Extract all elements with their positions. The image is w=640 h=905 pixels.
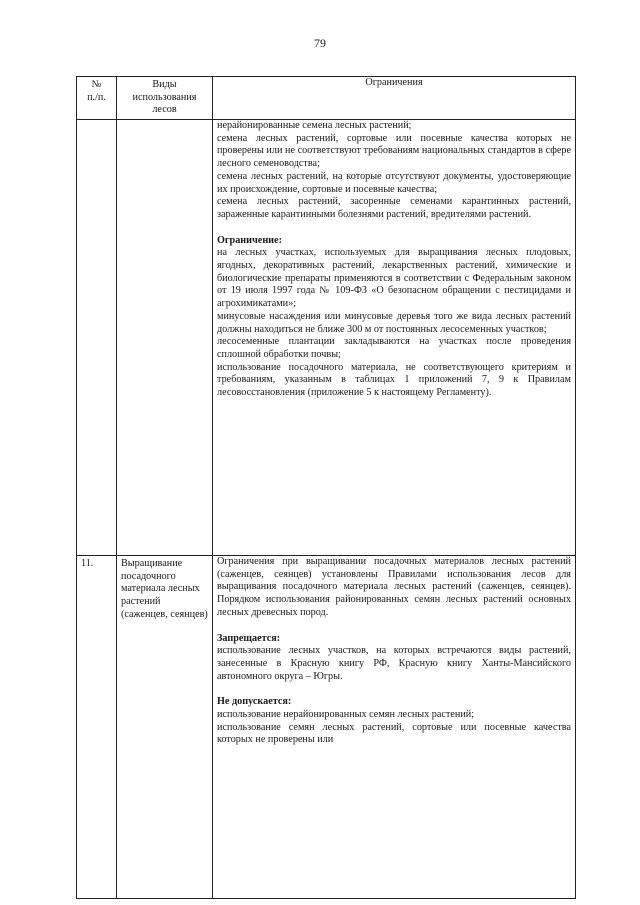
restriction-intro: Ограничения при выращивании посадочных материалов лесных растений (саженцев, сеянцев) установлены Правилами использования лесов для выращивания посадочного материала лесных растений (саженцев, сеянцев). Порядком использования районированных семян лесных растений основных лесных древесных пород.	[217, 556, 571, 618]
restrictions-table	[76, 76, 576, 899]
table-header-row	[77, 77, 576, 120]
row-restrictions-cell	[213, 120, 576, 556]
restriction-heading: Ограничение:	[217, 234, 282, 246]
header-restrictions: Ограничения	[213, 77, 576, 120]
row-num-cell	[77, 120, 117, 556]
table-row	[77, 120, 576, 556]
row-kind-cell: Выращивание посадочного материала лесных растений (саженцев, сеянцев)	[117, 556, 213, 899]
restriction-line: лесосеменные плантации закладываются на участках после проведения сплошной обработки почвы;	[217, 336, 571, 360]
table-row	[77, 556, 576, 899]
restriction-line: нерайонированные семена лесных растений;	[217, 120, 412, 131]
restriction-line: использование посадочного материала, не соответствующего критериям и требованиям, указанным в таблицах 1 приложений 7, 9 к Правилам лесовосстановления (приложение 5 к настоящему Регламенту).	[217, 361, 571, 399]
not-allowed-heading: Не допускается:	[217, 696, 292, 708]
not-allowed-line: использование семян лесных растений, сортовые или посевные качества которых не проверены или	[217, 721, 571, 746]
forbidden-text: использование лесных участков, на которых встречаются виды растений, занесенные в Красную книгу РФ, Красную книгу Ханты-Мансийского автономного округа – Югры.	[217, 645, 571, 682]
restriction-line: семена лесных растений, сортовые или посевные качества которых не проверены или не соответствуют требованиям национальных стандартов в сфере лесного семеноводства;	[217, 132, 571, 170]
row-num-cell: 11.	[77, 556, 117, 899]
page-number: 79	[314, 36, 326, 50]
header-kind: Виды использования лесов	[117, 77, 213, 120]
restriction-line: семена лесных растений, на которые отсутствуют документы, удостоверяющие их происхождение, сортовые и посевные качества;	[217, 170, 571, 195]
restriction-line: семена лесных растений, засоренные семенами карантинных растений, зараженные карантинными болезнями растений, вредителями растений.	[217, 196, 571, 220]
forbidden-heading: Запрещается:	[217, 632, 281, 644]
restriction-line: на лесных участках, используемых для выращивания лесных плодовых, ягодных, декоративных растений, лекарственных растений, химические и биологические препараты применяются в соответствии с Федеральным законом от 19 июля 1997 года № 109-ФЗ «О безопасном обращении с пестицидами и агрохимикатами»;	[217, 247, 571, 310]
header-num: № п./п.	[77, 77, 117, 120]
row-restrictions-cell	[213, 556, 576, 899]
restriction-line: минусовые насаждения или минусовые деревья того же вида лесных растений должны находиться не ближе 300 м от постоянных лесосеменных участков;	[217, 310, 571, 335]
row-kind-cell	[117, 120, 213, 556]
not-allowed-line: использование нерайонированных семян лесных растений;	[217, 709, 475, 721]
